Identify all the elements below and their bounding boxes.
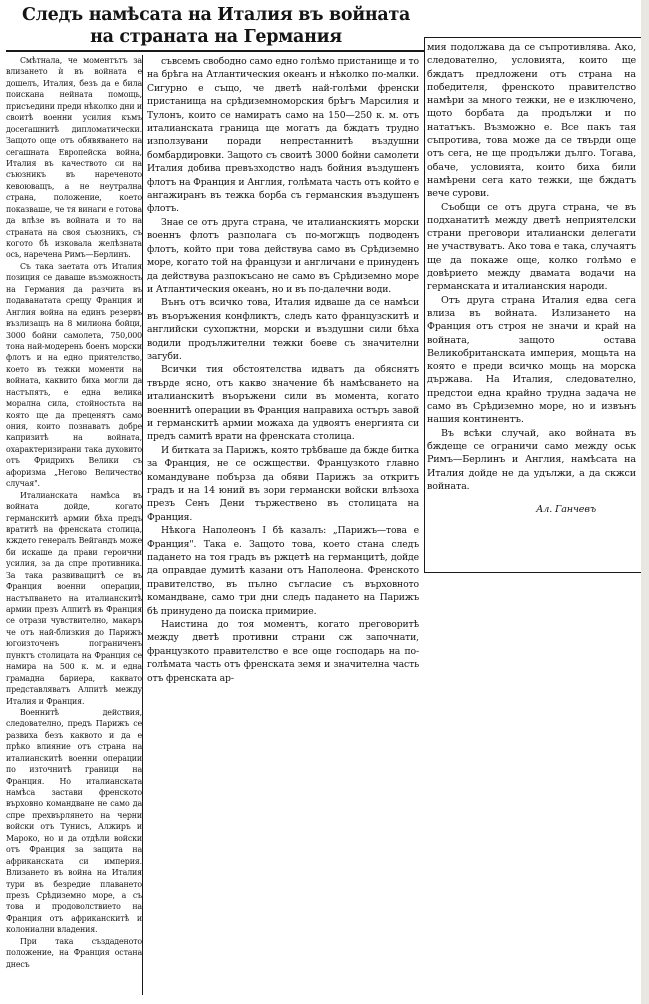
article-column-2 bbox=[147, 55, 419, 685]
headline-line-2: на страната на Германия bbox=[90, 27, 342, 47]
paragraph: Вънъ отъ всичко това, Италия идваше да се намѣси въ въоръжения конфликтъ, следъ като французскитѣ и английски сухопжтни, морски и въздушни сили бѣха водили продължителни тежки боеве съ значителни загуби. bbox=[147, 297, 419, 362]
paragraph: съвсемъ свободно само едно голѣмо пристанище и то на брѣга на Атлантическия океанъ и нѣколко по-малки. Сигурно е също, че дветѣ най-голѣми френски пристанища на срѣдиземноморския брѣгъ Марсилия и Тулонъ, които се намиратъ само на 150—250 к. м. отъ италианската граница ще могатъ да бждатъ трудно използувани поради непрестаннитѣ въздушни бомбардировки. Защото съ своитѣ 3000 бойни самолети Италия добива превъзходство надъ бойния въздушенъ флотъ на Франция и Англия, голѣмата часть отъ който е ангажиранъ въ тежка борба съ германския въздушенъ флотъ. bbox=[147, 56, 419, 215]
paragraph: Всички тия обстоятелства идватъ да обяснятъ твърде ясно, отъ какво значение бѣ намѣсването на италианскитѣ въоръжени сили въ момента, когато военнитѣ операции въ Франция направиха остъръ завой и германскитѣ армии можаха да удвоятъ енергията си предъ самитѣ врати на френската столица. bbox=[147, 364, 419, 443]
paragraph: При така създаденото положение, на Франция остана днесъ bbox=[6, 936, 142, 969]
page-edge bbox=[641, 0, 649, 1004]
paragraph: Италианската намѣса въ войната дойде, когато германскитѣ армии бѣха предъ вратитѣ на френската столица, кждето генералъ Вейгандъ може би искаше да прави героични усилия, за да спре противника. За така развиващитѣ се въ Франция военни операции, настъпването на италианскитѣ армии презъ Алпитѣ въ Франция се отрази чувствително, макаръ че отъ най-близкия до Парижъ югоизточенъ пограниченъ пунктъ столицата на Франция се намира на 500 к. м. и една грамадна бариера, каквато представляватъ Алпитѣ между Италия и Франция. bbox=[6, 490, 142, 706]
column-rule-1 bbox=[142, 55, 143, 995]
author-byline: Ал. Ганчевъ bbox=[536, 504, 596, 516]
paragraph: Знае се отъ друга страна, че италианскиятъ морски военнъ флотъ разполага съ по-могжщъ подводенъ флотъ, който при това действува само въ Срѣдиземно море, когато той на французи и англичани е принуденъ да действува разпокъсано не само въ Срѣдиземно море и Атлантическия океанъ, но и въ по-далечни води. bbox=[147, 216, 419, 295]
paragraph: Отъ друга страна Италия едва сега влиза въ войната. Излизането на Франция отъ строя не значи и край на войната, защото остава Великобританската империя, мощьта на която е преди всичко мощь на морска държава. На Италия, следователно, предстои една крайно трудна задача не само въ Срѣдиземно море, но и извънъ нашия континентъ. bbox=[427, 294, 636, 426]
headline-line-1: Следъ намѣсата на Италия въ войната bbox=[21, 5, 411, 25]
paragraph: Нѣкога Наполеонъ I бѣ казалъ: „Парижъ—това е Франция". Така е. Защото това, което стана следъ падането на тоя градъ въ ржцетѣ на германцитѣ, дойде да оправдае думитѣ казани отъ Наполеона. Френското правителство, въ пълно съгласие съ върховното командване, само три дни следъ падането на Парижъ бѣ принудено да поиска примирие. bbox=[147, 525, 419, 617]
headline-rule bbox=[6, 50, 425, 52]
paragraph: мия подолжава да се съпротивлява. Ако, следователно, условията, които ще бждатъ предложени отъ страна на победителя, френското правителство намѣри за много тежки, не е изключено, щото борбата да продължи и по нататъкъ. Възможно е. Все пакъ тая съпротива, това може да се твърди още отъ сега, не ще продължи дълго. Тогава, обаче, условията, които биха били намѣрени сега като тежки, ще бждатъ вече сурови. bbox=[427, 42, 636, 200]
paragraph: Съ така заетата отъ Италия позиция се даваше възможность на Германия да разчита въ подаванатата срещу Франция и Англия война на единъ резервъ възлизащъ на 8 милиона бойци, 3000 бойни самолета, 750,000 тона най-модерень боенъ морски флотъ и на едно приятелство, което въ тежки моменти на войната, каквито биха могли да настъпятъ, е една велика морална сила, стойностьта на която ще да преценятъ само ония, които познаватъ добре капризитѣ на войната, охарактеризирани така духовито отъ Фридрихъ Велики съ афоризма „Негово Величество случая". bbox=[6, 261, 142, 489]
article-column-1 bbox=[6, 55, 142, 970]
right-column-bottom-rule bbox=[424, 572, 641, 573]
paragraph: И битката за Парижъ, която трѣбваше да бжде битка за Франция, не се осжществи. Французкото главно командуване побърза да обяви Парижъ за откритъ градъ и на 14 юний въ зори германски войски влѣзоха презъ Сенъ Дени тържествено въ столицата на Франция. bbox=[147, 444, 419, 523]
paragraph: Съобщи се отъ друга страна, че въ подханатитѣ между дветѣ неприятелски страни преговори италиански делегати не участвуватъ. Ако това е така, случаятъ ще да покаже още, колко голѣмо е довѣрието между двамата водачи на германската и италианския народи. bbox=[427, 201, 636, 293]
paragraph: Военнитѣ действия, следователно, предъ Парижъ се развиха безъ каквото и да е прѣко влияние отъ страна на италианскитѣ военни операции по източнитѣ граници на Франция. Но италианската намѣса застави френското върховно командване не само да спре прехвърлянето на черни войски отъ Тунисъ, Алжиръ и Мароко, но и да отдѣли войски отъ Франция за защита на африканската си империя. Влизането въ война на Италия тури въ безредие плаването презъ Срѣдиземно море, а съ това и продоволствието на Франция отъ африканскитѣ и колониални владения. bbox=[6, 707, 142, 935]
paragraph: Въ всѣки случай, ако войната въ бждеще се ограничи само между оськ Римъ—Берлинъ и Англия, намѣсата на Италия дойде не да удължи, а да скжси войната. bbox=[427, 427, 636, 492]
column-rule-2 bbox=[424, 37, 425, 572]
article-headline bbox=[6, 4, 426, 48]
right-column-top-rule bbox=[424, 37, 641, 38]
paragraph: Наистина до тоя моментъ, когато преговоритѣ между дветѣ противни страни сж започнати, французкото правителство е все още господарь на по-голѣмата часть отъ френската земя и значителна часть отъ френската ар- bbox=[147, 619, 419, 684]
paragraph: Смѣтнала, че моментътъ за влизането ѝ въ войната е дошелъ, Италия, безъ да е била поискана нейната помощь, присъедини преди нѣколко дни и своитѣ военни усилия къмъ досегашнитѣ дипломатически. Защото още отъ обявяването на сегашната Европейска война, Италия въ качеството си на съюзникъ въ нареченото кевоюващъ, а не неутрална страна, положение, което показваше, че тя винаги е готова да влѣзе въ войната и то на страната на своя съюзникъ, съ когото бѣ изковала желѣзната ось, наречена Римъ—Берлинъ. bbox=[6, 56, 142, 260]
article-column-3 bbox=[427, 41, 636, 516]
